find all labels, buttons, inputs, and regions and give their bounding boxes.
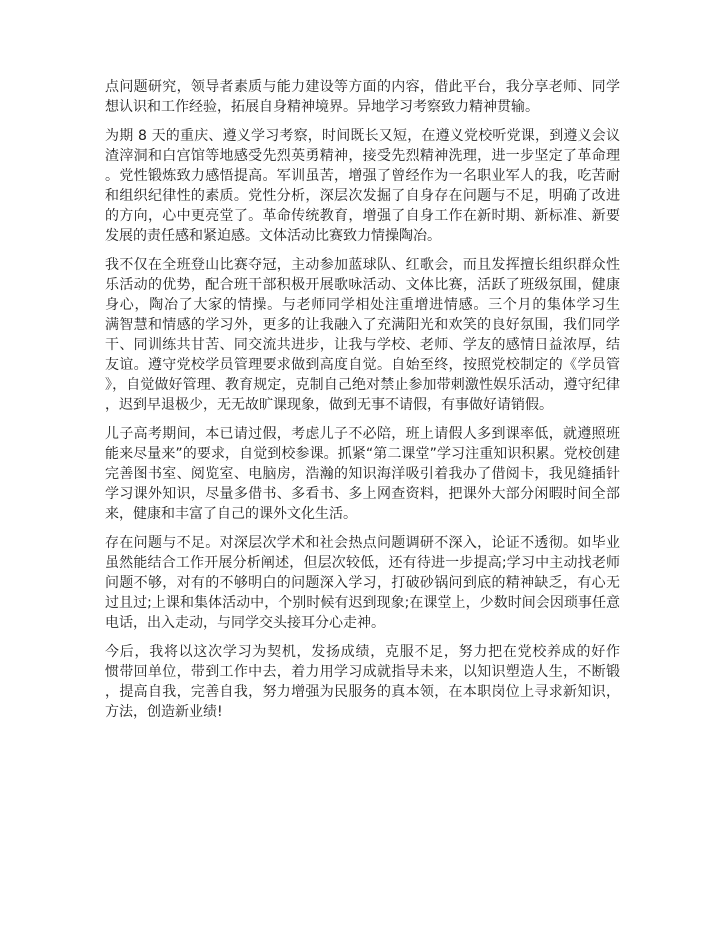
text-line: 儿子高考期间，本已请过假，考虑儿子不必陪，班上请假人多到课率低，就遵照班 xyxy=(105,426,620,442)
text-line: 我不仅在全班登山比赛夺冠，主动参加蓝球队、红歌会，而且发挥擅长组织群众性 xyxy=(105,257,620,273)
text-line: 发展的责任感和紧迫感。文体活动比赛致力情操陶冶。 xyxy=(105,228,441,244)
text-line: 过且过;上课和集体活动中，个别时候有迟到现象;在课堂上，少数时间会因琐事任意 xyxy=(105,595,620,611)
text-line: ，提高自我，完善自我，努力增强为民服务的真本领，在本职岗位上寻求新知识， xyxy=(105,684,620,700)
text-line: 存在问题与不足。对深层次学术和社会热点问题调研不深入，论证不透彻。如毕业 xyxy=(105,535,620,551)
text-line: 方法，创造新业绩! xyxy=(105,704,223,720)
text-line: 为期 8 天的重庆、遵义学习考察，时间既长又短，在遵义党校听党课，到遵义会议 xyxy=(105,128,620,144)
text-line: 点问题研究，领导者素质与能力建设等方面的内容，借此平台，我分享老师、同学 xyxy=(105,79,620,95)
text-line: 友谊。遵守党校学员管理要求做到高度自觉。自始至终，按照党校制定的《学员管 xyxy=(105,357,620,373)
text-line: 乐活动的优势，配合班干部积极开展歌咏活动、文体比赛，活跃了班级氛围，健康 xyxy=(105,277,620,293)
text-line: 。党性锻炼致力感悟提高。军训虽苦，增强了曾经作为一名职业军人的我，吃苦耐 xyxy=(105,168,620,184)
text-line: 虽然能结合工作开展分析阐述，但层次较低，还有待进一步提高;学习中主动找老师 xyxy=(105,555,620,571)
text-line: 问题不够，对有的不够明白的问题深入学习，打破砂锅问到底的精神缺乏，有心无 xyxy=(105,575,620,591)
text-line: 学习课外知识，尽量多借书、多看书、多上网查资料，把课外大部分闲暇时间全部 xyxy=(105,486,620,502)
text-line: 来，健康和丰富了自己的课外文化生活。 xyxy=(105,506,357,522)
paragraph xyxy=(105,424,620,524)
text-line: 电话，出入走动，与同学交头接耳分心走神。 xyxy=(105,615,385,631)
text-line: 完善图书室、阅览室、电脑房，浩瀚的知识海洋吸引着我办了借阅卡，我见缝插针 xyxy=(105,466,620,482)
text-line: 渣滓洞和白宫馆等地感受先烈英勇精神，接受先烈精神洗理，进一步坚定了革命理 xyxy=(105,148,620,164)
text-line: 的方向，心中更亮堂了。革命传统教育，增强了自身工作在新时期、新标准、新要 xyxy=(105,208,620,224)
paragraph xyxy=(105,126,620,246)
text-line: 想认识和工作经验，拓展自身精神境界。异地学习考察致力精神贯输。 xyxy=(105,99,539,115)
paragraph xyxy=(105,77,620,117)
text-line: 今后，我将以这次学习为契机，发扬成绩，克服不足，努力把在党校养成的好作 xyxy=(105,644,620,660)
text-line: ，迟到早退极少，无无故旷课现象，做到无事不请假，有事做好请销假。 xyxy=(105,397,553,413)
text-line: 身心，陶冶了大家的情操。与老师同学相处注重增进情感。三个月的集体学习生 xyxy=(105,297,620,313)
text-line: 干、同训练共甘苦、同交流共进步，让我与学校、老师、学友的感情日益浓厚，结 xyxy=(105,337,620,353)
text-line: 》，自觉做好管理、教育规定，克制自己绝对禁止参加带刺激性娱乐活动，遵守纪律 xyxy=(105,377,620,393)
paragraph xyxy=(105,533,620,633)
text-line: 满智慧和情感的学习外，更多的让我融入了充满阳光和欢笑的良好氛围，我们同学 xyxy=(105,317,620,333)
paragraph xyxy=(105,255,620,415)
document-body xyxy=(105,77,620,731)
text-line: 和组织纪律性的素质。党性分析，深层次发掘了自身存在问题与不足，明确了改进 xyxy=(105,188,620,204)
text-line: 惯带回单位，带到工作中去，着力用学习成就指导未来，以知识塑造人生，不断锻 xyxy=(105,664,620,680)
text-line: 能来尽量来”的要求，自觉到校参课。抓紧“第二课堂”学习注重知识积累。党校创建 xyxy=(105,446,620,462)
paragraph xyxy=(105,642,620,722)
